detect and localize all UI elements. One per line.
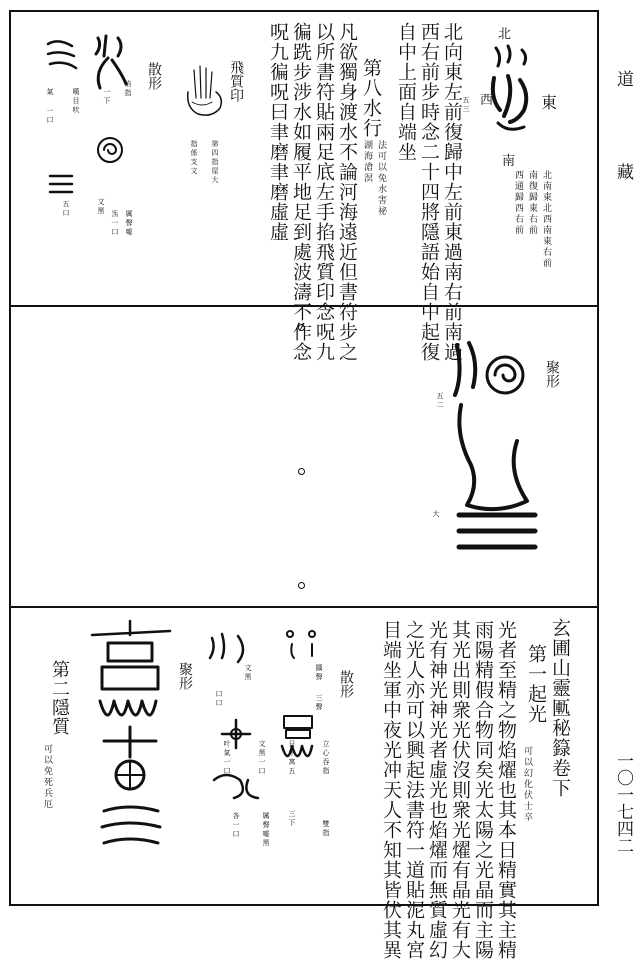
gather-talisman [445,335,540,575]
seal-label: 飛質印 [228,60,244,102]
glyph-note: 日中寓五 [288,740,296,776]
text-line: 凡欲獨身渡水不論河海遠近但書符步之 [336,22,358,362]
direction-south: 南 [502,154,516,169]
circle-mark [298,582,305,589]
text-line: 之光人亦可以興起法書符一道貼泥丸宮 [403,620,425,960]
glyph-note: 雙指 [322,820,330,838]
scatter-note: 嘆目吠 [72,88,80,115]
text-line: 其光出則衆光伏沒則衆光燿有晶光有大 [449,620,471,960]
glyph-note: 口口 [215,690,223,708]
scatter-note: 焰指 [124,80,132,98]
glyph-note: 立心吞指 [322,740,330,776]
book-title-margin: 道 藏 [613,70,633,208]
text-line: 目端坐軍中夜光冲天人不知其皆伏其異 [380,620,402,960]
diagram-note: 五三 [462,96,470,114]
hand-seal-drawing [180,62,225,122]
chapter-title: 第二隱質 [49,660,70,736]
rule-subtitle: 法可以免水害祕 [376,140,386,217]
glyph-note: 叶氣一口 [223,740,231,776]
direction-east: 東 [541,93,558,112]
glyph-note: 攝聲 [315,664,323,682]
text-line: 自中上面自端坐 [395,22,417,162]
circle-mark [298,468,305,475]
text-line: 雨陽精假合物同矣光太陽之光晶而主陽 [472,620,494,960]
glyph-note: 文黑 [244,664,252,682]
text-line: 光者至精之物焰燿也其本日精實其主精 [495,620,517,960]
diagram-note-1: 北南東北西南東右前 [541,170,551,269]
page-number: 一〇一七四二 [613,752,633,854]
chapter-subtitle: 可以免死兵厄 [42,744,52,810]
diagram-note-2: 南復歸東右前 [527,170,537,236]
scatter-note: 厲聲嘘 [125,210,133,237]
step-diagram-talisman [478,38,548,158]
scatter-label: 散形 [146,62,162,90]
seal-note-1: 第四指屋大 [211,140,219,185]
glyph-note: 各一口 [232,812,240,839]
glyph-note: 厲聲嘘黑 [262,812,270,848]
text-line: 光有神光神光者虛光也焰燿而無質虛幻 [426,620,448,960]
chapter-title: 第一起光 [525,644,547,724]
scatter-note: 炁一口 [111,210,119,237]
gather-label: 聚形 [177,662,193,690]
scatter-note: 一下 [103,88,111,106]
gather-talisman-large [86,615,176,875]
text-line: 徧跣步涉水如履平地足到處波濤不作念 [290,22,312,362]
direction-north: 北 [498,27,512,42]
glyph-note: 三下 [288,810,296,828]
scatter-note: 氣 一口 [46,88,54,125]
gather-note-2: 大 [432,510,440,519]
rule-title: 第八水行 [360,58,382,138]
gather-label: 聚形 [544,360,560,388]
chapter-subtitle: 可以幻化伏士卒 [522,746,532,823]
scatter-note: 五口 [62,200,70,218]
text-line: 呪九徧呪曰聿磨聿磨虛虛 [267,22,289,242]
rule-subtitle-2: 湖海滄溟 [362,140,372,184]
glyph-note: 三聲 [315,694,323,712]
book-title: 玄圃山靈匭秘籙卷下 [549,618,571,798]
seal-note-2: 指係支文 [190,140,198,176]
glyph-note: 文黑一口 [258,740,266,776]
scatter-label: 散形 [338,670,354,698]
circle-mark [298,324,305,331]
text-line: 西右前步時念二十四將隱語始自中起復 [418,22,440,362]
diagram-note-3: 西通歸西右前 [513,170,523,236]
gather-note-1: 五二 [436,392,444,410]
scatter-talisman [40,30,140,230]
text-line: 北向東左前復歸中左前東過南右前南過 [441,22,463,362]
direction-west: 西 [480,93,494,108]
text-line: 以所書符貼兩足底左手掐飛質印念呪九 [313,22,335,362]
scatter-note: 文黑 [97,198,105,216]
panel-divider-bottom [9,606,599,608]
